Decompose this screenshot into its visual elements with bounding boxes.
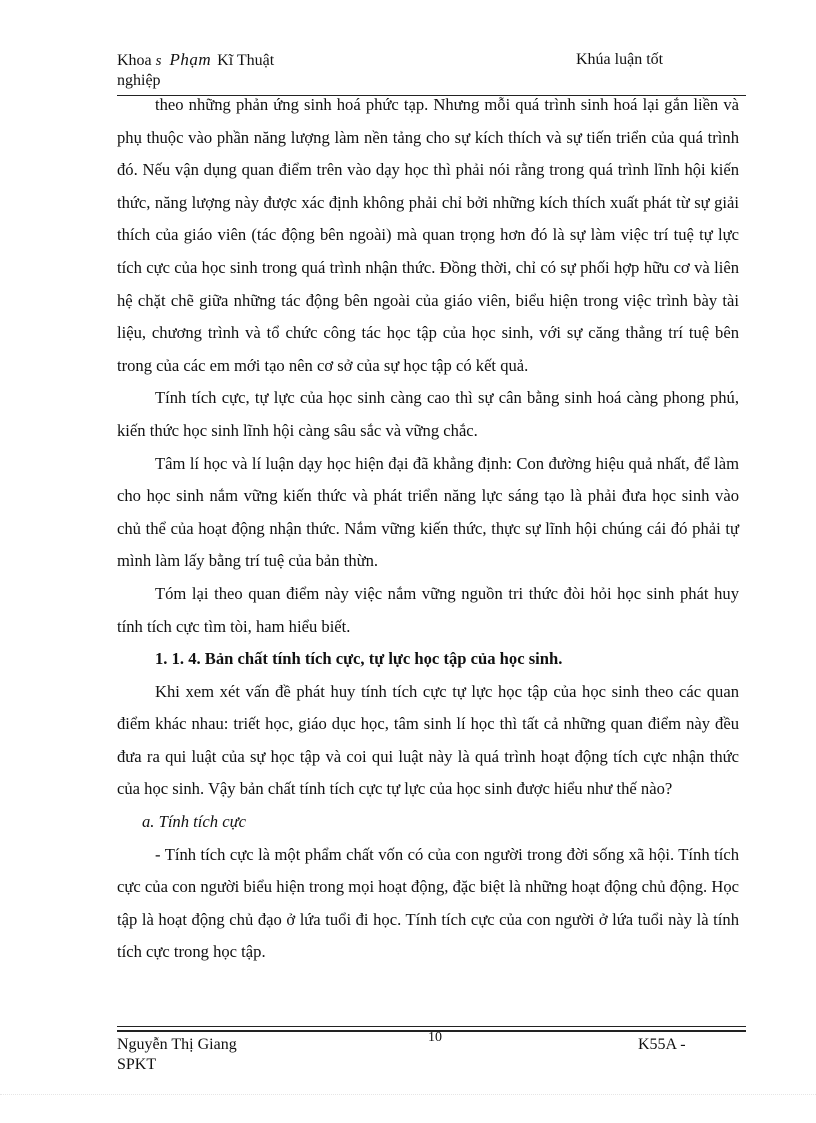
header-faculty-word: Khoa [117, 52, 152, 69]
paragraph-1: theo những phản ứng sinh hoá phức tạp. Nhưng mỗi quá trình sinh hoá lại gắn liền và phụ thuộc vào phần năng lượng làm nền tảng cho sự kích thích và sự tiến triển của quá trình đó. Nếu vận dụng quan điểm trên vào dạy học thì phải nói rằng trong quá trình lĩnh hội kiến thức, năng lượng này được xác định không phải chỉ bởi những kích thích xuất phát từ sự giải thích của giáo viên (tác động bên ngoài) mà quan trọng hơn đó là sự làm việc trí tuệ tự lực tích cực của học sinh trong quá trình nhận thức. Đồng thời, chỉ có sự phối hợp hữu cơ và liên hệ chặt chẽ giữa những tác động bên ngoài của giáo viên, biểu hiện trong việc trình bày tài liệu, chương trình và tổ chức công tác học tập của học sinh, với sự căng thẳng trí tuệ bên trong của các em mới tạo nên cơ sở của sự học tập có kết quả. [117, 95, 739, 375]
footer-divider-thin [117, 1026, 746, 1027]
document-body [117, 89, 739, 969]
paragraph-3: Tâm lí học và lí luận dạy học hiện đại đã khẳng định: Con đường hiệu quả nhất, để làm cho học sinh nắm vững kiến thức và phát triển năng lực sáng tạo là phải đưa học sinh vào chủ thể của hoạt động nhận thức. Nắm vững kiến thức, thực sự lĩnh hội chúng cái đó phải tự mình làm lấy bằng trí tuệ của bản thừn. [117, 453, 739, 571]
paragraph-4: Tóm lại theo quan điểm này việc nắm vững nguồn tri thức đòi hỏi học sinh phát huy tính tích cực tìm tòi, ham hiểu biết. [117, 583, 739, 636]
header-left-line2: nghiệp [117, 72, 161, 89]
section-heading: 1. 1. 4. Bản chất tính tích cực, tự lực học tập của học sinh. [155, 649, 563, 669]
header-script-pham: Phạm [169, 50, 212, 69]
footer-author-line2: SPKT [117, 1056, 157, 1073]
subsection-heading: a. Tính tích cực [142, 812, 246, 832]
header-left [117, 50, 274, 91]
page-number: 10 [428, 1030, 442, 1045]
page-edge [0, 1094, 816, 1095]
footer-author [117, 1035, 237, 1075]
paragraph-2: Tính tích cực, tự lực của học sinh càng cao thì sự cân bằng sinh hoá càng phong phú, kiến thức học sinh lĩnh hội càng sâu sắc và vững chắc. [117, 388, 739, 440]
paragraph-5: Khi xem xét vấn đề phát huy tính tích cực tự lực học tập của học sinh theo các quan điểm khác nhau: triết học, giáo dục học, tâm sinh lí học thì tất cả những quan điểm này đều đưa ra qui luật của sự học tập và coi qui luật này là quá trình hoạt động tích cực nhận thức của học sinh. Vậy bản chất tính tích cực tự lực của học sinh được hiểu như thế nào? [117, 681, 739, 799]
footer-class: K55A - [638, 1036, 686, 1053]
paragraph-6: - Tính tích cực là một phẩm chất vốn có của con người trong đời sống xã hội. Tính tích cực của con người biểu hiện trong mọi hoạt động, đặc biệt là những hoạt động chủ động. Học tập là hoạt động chủ đạo ở lứa tuổi đi học. Tính tích cực của con người ở lứa tuổi này là tính tích cực trong học tập. [117, 844, 739, 962]
header-right: Khúa luận tốt [576, 51, 664, 68]
header-script-s: s [155, 53, 162, 69]
header-faculty-name: Kĩ Thuật [217, 52, 275, 69]
footer-author-name: Nguyễn Thị Giang [117, 1036, 237, 1053]
